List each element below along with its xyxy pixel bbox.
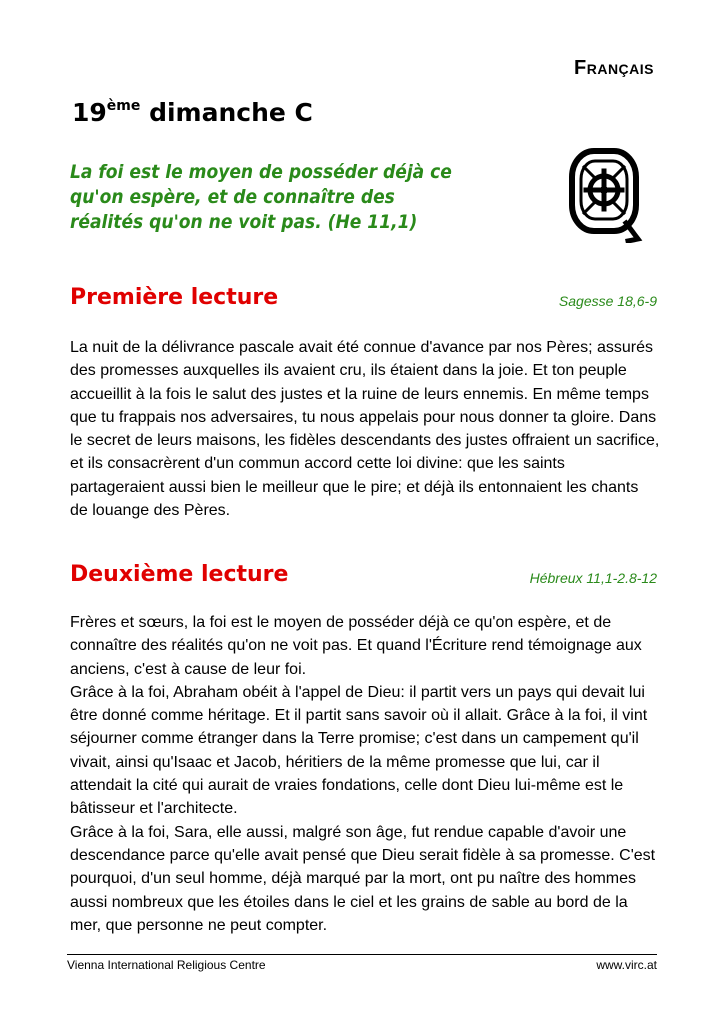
virc-cross-emblem-icon (566, 143, 644, 243)
reading1-reference: Sagesse 18,6-9 (558, 293, 657, 309)
reading2-text (70, 611, 660, 937)
theme-quote: La foi est le moyen de posséder déjà ce qu'on espère, et de connaître des réalités qu'on ne voit pas. (He 11,1) (70, 161, 452, 233)
language-label: Français (574, 57, 654, 79)
reading2-paragraph: Grâce à la foi, Abraham obéit à l'appel de Dieu: il partit vers un pays qui devait lui être donné comme héritage. Et il partit sans savoir où il allait. Grâce à la foi, il vint séjourner comme étranger dans la Terre promise; c'est dans un campement qu'il vivait, ainsi qu'Isaac et Jacob, héritiers de la même promesse que lui, car il attendait la cité qui aurait de vraies fondations, celle dont Dieu lui-même est le bâtisseur et l'architecte. (70, 683, 648, 818)
reading1-title: Première lecture (70, 285, 279, 310)
reading2-paragraph: Frères et sœurs, la foi est le moyen de posséder déjà ce qu'on espère, et de connaître des réalités qu'on ne voit pas. Et quand l'Écriture rend témoignage aux anciens, c'est à cause de leur foi. (70, 614, 642, 678)
reading1-text (70, 336, 660, 522)
sunday-title (72, 98, 313, 127)
footer-website-link[interactable]: www.virc.at (596, 958, 657, 972)
footer-divider (67, 954, 657, 955)
sunday-suffix: ème (106, 97, 141, 114)
sunday-number: 19 (72, 98, 107, 127)
sunday-name: dimanche C (140, 98, 313, 127)
footer-organization: Vienna International Religious Centre (67, 958, 266, 972)
reading2-reference: Hébreux 11,1-2.8-12 (529, 570, 657, 586)
reading2-title: Deuxième lecture (70, 562, 289, 587)
reading2-paragraph: Grâce à la foi, Sara, elle aussi, malgré son âge, fut rendue capable d'avoir une descendance parce qu'elle avait pensé que Dieu serait fidèle à sa promesse. C'est pourquoi, d'un seul homme, déjà marqué par la mort, ont pu naître des hommes aussi nombreux que les étoiles dans le ciel et les grains de sable au bord de la mer, que personne ne peut compter. (70, 823, 656, 934)
reading1-paragraph: La nuit de la délivrance pascale avait été connue d'avance par nos Pères; assurés des promesses auxquelles ils avaient cru, ils étaient dans la joie. Et ton peuple accueillit à la fois le salut des justes et la ruine de leurs ennemis. En même temps que tu frappais nos adversaires, tu nous appelais pour nous donner ta gloire. Dans le secret de leurs maisons, les fidèles descendants des justes offraient un sacrifice, et ils consacrèrent d'un commun accord cette loi divine: que les saints partageraient aussi bien le meilleur que le pire; et déjà ils entonnaient les chants de louange des Pères. (70, 339, 660, 520)
